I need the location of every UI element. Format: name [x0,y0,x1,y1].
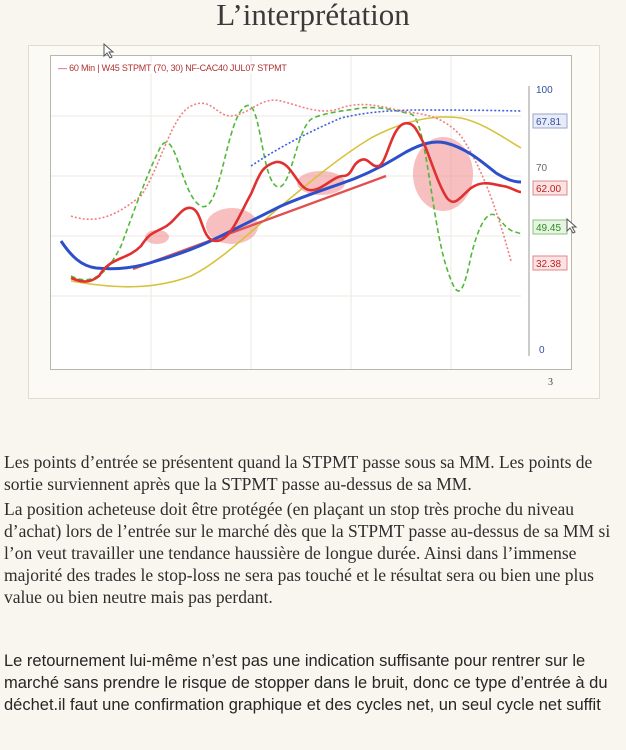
paragraph-long-position: La position acheteuse doit être protégée (en plaçant un stop très proche du niveau d’achat) lors de l’entrée sur le marché dès que la STPMT passe au-dessus de sa MM si l’on veut travailler une tendance haussière de longue durée. Ainsi dans l’immense majorité des trades le stop-loss ne sera pas touché et le résultat sera ou bien une plus value ou bien neutre mais pas perdant. [4,499,611,607]
mouse-cursor-icon-2 [566,218,578,234]
axis-label-62-00: 62.00 [536,184,562,195]
axis-label-49-45: 49.45 [536,223,562,234]
slide-title: L’interprétation [216,0,410,32]
axis-label-32-38: 32.38 [536,259,562,270]
paragraph-entry-points: Les points d’entrée se présentent quand la STPMT passe sous sa MM. Les points de sortie surviennent après que la STPMT passe au-dessus de sa MM. [4,452,593,494]
highlight-ellipse-4 [413,137,473,211]
page-number: 3 [548,377,553,388]
chart-legend: — 60 Min | W45 STPMT (70, 30) NF-CAC40 JUL07 STPMT [58,63,287,73]
chart-area [50,55,572,370]
axis-label-group [533,85,567,356]
paragraph-reversal: Le retournement lui-même n’est pas une indication suffisante pour rentrer sur le marché sans prendre le risque de stopper dans le bruit, donc ce type d’entrée à du déchet.il faut une confirmation graphique et des cycles net, un seul cycle net suffit [4,652,608,714]
axis-label-67-81: 67.81 [536,117,562,128]
axis-label-100: 100 [536,85,553,96]
axis-label-0: 0 [539,345,545,356]
axis-label-70: 70 [536,163,548,174]
mouse-cursor-icon [103,43,115,59]
stpmt-chart [51,56,571,369]
